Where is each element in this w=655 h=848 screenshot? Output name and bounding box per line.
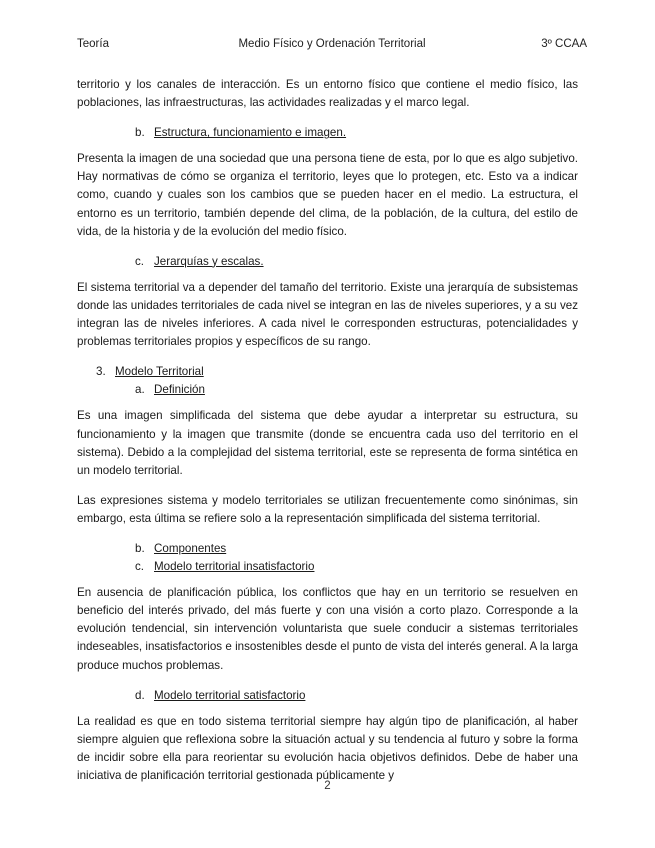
heading-jerarquias	[77, 253, 578, 271]
heading-number: c.	[135, 254, 145, 268]
heading-number: a.	[135, 383, 145, 397]
page-number: 2	[324, 780, 331, 792]
paragraph-definicion: Es una imagen simplificada del sistema que debe ayudar a interpretar su estructura, su funcionamiento y la imagen que transmite (donde se encuentra cada uso del territorio en el sistema). Debido a la complejidad del sistema territorial, este se representa de forma sintética en un modelo territorial.	[77, 409, 578, 477]
heading-number: b.	[135, 126, 145, 140]
heading-number: c.	[135, 560, 145, 574]
paragraph-expresiones: Las expresiones sistema y modelo territoriales se utilizan frecuentemente como sinónimas, sin embargo, esta última se refiere solo a la representación simplificada del sistema territorial.	[77, 493, 578, 525]
heading-number: d.	[135, 688, 145, 702]
header-right: 3º CCAA	[541, 38, 587, 50]
header-left: Teoría	[77, 38, 109, 50]
heading-number: b.	[135, 541, 145, 555]
heading-title: Definición	[154, 383, 205, 397]
heading-estructura	[77, 124, 578, 142]
heading-title: Modelo territorial satisfactorio	[154, 688, 306, 702]
heading-definicion	[77, 381, 578, 399]
paragraph-satisfactorio: La realidad es que en todo sistema territorial siempre hay algún tipo de planificación, al haber siempre alguien que reflexiona sobre la situación actual y su tendencia al futuro y sobre la forma de incidir sobre ella para reorientar su evolución hacia objetivos definidos. Debe de haber una iniciativa de planificación territorial gestionada públicamente y	[77, 714, 578, 782]
heading-satisfactorio	[77, 687, 578, 705]
page-body	[77, 76, 578, 785]
header-center: Medio Físico y Ordenación Territorial	[238, 38, 426, 50]
paragraph-jerarquias: El sistema territorial va a depender del tamaño del territorio. Existe una jerarquía de subsistemas donde las unidades territoriales de cada nivel se integran en las de niveles superiores, y a su vez integran las de niveles inferiores. A cada nivel le corresponden estructuras, potencialidades y problemas territoriales propios y específicos de su rango.	[77, 280, 578, 349]
heading-title: Componentes	[154, 541, 227, 555]
paragraph-intro: territorio y los canales de interacción. Es un entorno físico que contiene el medio físico, las poblaciones, las infraestructuras, las actividades realizadas y el marco legal.	[77, 78, 578, 110]
heading-title: Jerarquías y escalas.	[154, 254, 264, 268]
heading-title: Modelo Territorial	[115, 365, 204, 379]
heading-title: Modelo territorial insatisfactorio	[154, 560, 315, 574]
heading-modelo-territorial	[77, 363, 578, 381]
paragraph-estructura: Presenta la imagen de una sociedad que una persona tiene de esta, por lo que es algo subjetivo. Hay normativas de cómo se organiza el territorio, leyes que lo protegen, etc. Esto va a indicar como, cuando y cuales son los cambios que se pueden hacer en el medio. La estructura, el entorno es un territorio, también depende del clima, de la población, de la cultura, del estilo de vida, de la historia y de la evolución del medio físico.	[77, 152, 578, 238]
heading-insatisfactorio	[77, 558, 578, 576]
heading-title: Estructura, funcionamiento e imagen.	[154, 126, 347, 140]
paragraph-insatisfactorio: En ausencia de planificación pública, los conflictos que hay en un territorio se resuelven en beneficio del interés privado, del más fuerte y con una visión a corto plazo. Corresponde a la evolución tendencial, sin intervención voluntarista que suele conducir a sistemas territoriales indeseables, insatisfactorios e insostenibles desde el punto de vista del interés general. A la larga produce muchos problemas.	[77, 586, 578, 672]
page-header	[77, 38, 587, 54]
heading-componentes	[77, 540, 578, 558]
heading-number: 3.	[96, 365, 106, 379]
